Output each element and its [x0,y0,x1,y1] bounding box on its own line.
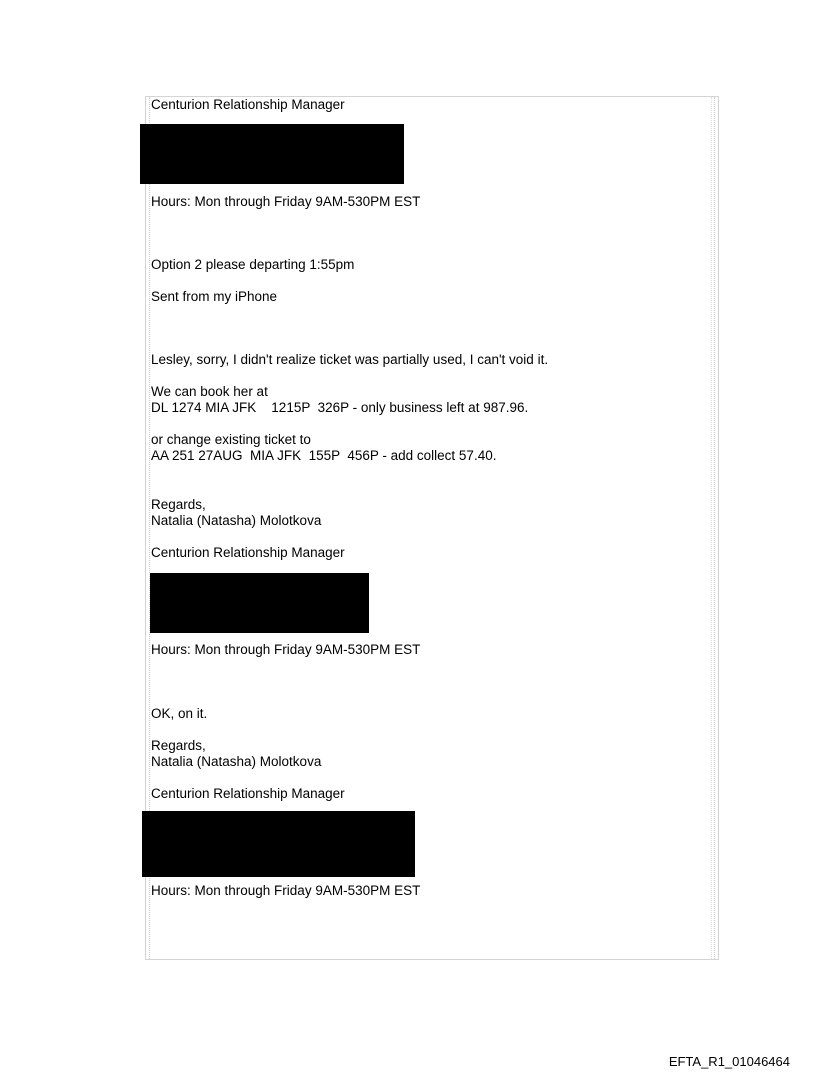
message-line: Lesley, sorry, I didn't realize ticket was partially used, I can't void it. [151,352,549,367]
message-book-intro: We can book her at [151,384,268,399]
signature-hours: Hours: Mon through Friday 9AM-530PM EST [151,883,421,898]
redaction-box [140,124,404,184]
signature-title: Centurion Relationship Manager [151,545,345,560]
frame-inner-border-right [714,97,715,959]
message-change-flight: AA 251 27AUG MIA JFK 155P 456P - add collect 57.40. [151,448,497,463]
signature-regards: Regards, [151,738,206,753]
sent-from-line: Sent from my iPhone [151,289,278,304]
signature-name: Natalia (Natasha) Molotkova [151,513,322,528]
signature-name: Natalia (Natasha) Molotkova [151,754,322,769]
signature-hours: Hours: Mon through Friday 9AM-530PM EST [151,642,421,657]
message-ok: OK, on it. [151,706,208,721]
frame-inner-border-right-2 [711,97,712,959]
message-change-intro: or change existing ticket to [151,432,311,447]
signature-regards: Regards, [151,497,206,512]
message-book-flight: DL 1274 MIA JFK 1215P 326P - only business left at 987.96. [151,400,529,415]
signature-hours: Hours: Mon through Friday 9AM-530PM EST [151,194,421,209]
redaction-box [142,811,415,877]
document-id: EFTA_R1_01046464 [668,1054,790,1069]
signature-title: Centurion Relationship Manager [151,97,345,112]
redaction-box [150,573,369,633]
reply-text: Option 2 please departing 1:55pm [151,257,355,272]
signature-title: Centurion Relationship Manager [151,786,345,801]
